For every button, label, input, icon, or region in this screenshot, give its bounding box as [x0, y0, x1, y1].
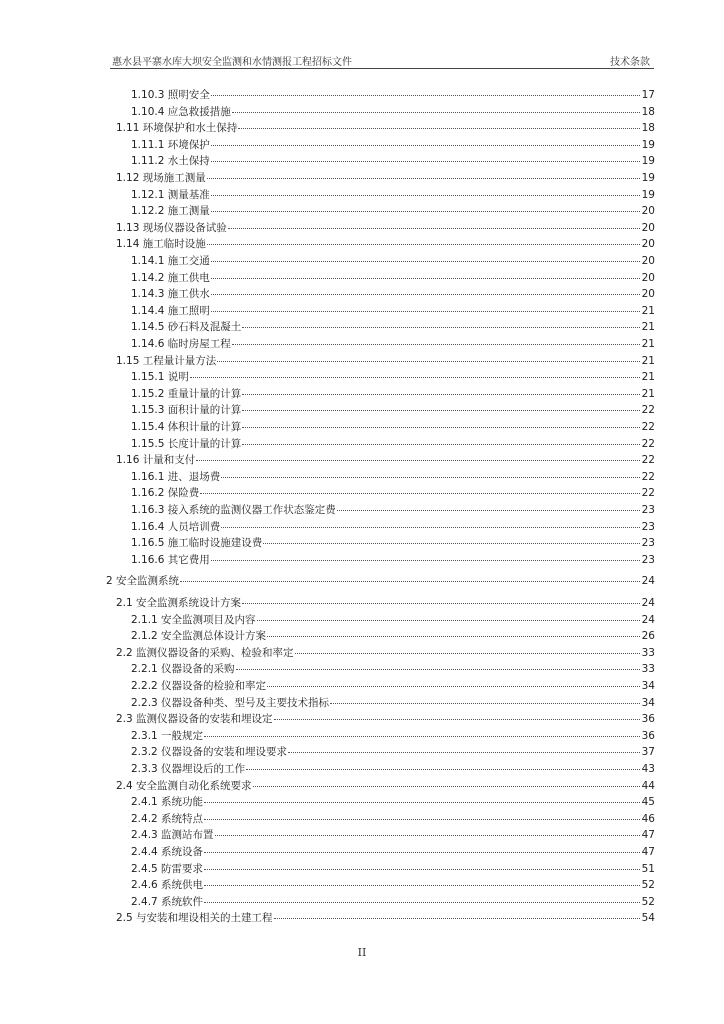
- toc-entry[interactable]: [131, 877, 655, 893]
- toc-entry[interactable]: [131, 436, 655, 452]
- toc-entry-page: 19: [641, 138, 655, 151]
- toc-entry-page: 23: [641, 553, 655, 566]
- toc-dot-leader: [196, 460, 640, 461]
- toc-entry[interactable]: [116, 645, 655, 661]
- toc-entry-page: 22: [641, 404, 655, 417]
- toc-entry-label: 2.1.1 安全监测项目及内容: [131, 613, 256, 626]
- toc-dot-leader: [232, 112, 640, 113]
- toc-entry-label: 2 安全监测系统: [106, 575, 180, 588]
- toc-entry-page: 34: [641, 680, 655, 692]
- toc-dot-leader: [204, 885, 640, 886]
- toc-entry-page: 18: [641, 105, 655, 118]
- toc-entry[interactable]: [131, 419, 655, 435]
- toc-dot-leader: [211, 294, 640, 295]
- toc-dot-leader: [200, 493, 640, 494]
- toc-entry-label: 2.4.1 系统功能: [131, 796, 204, 809]
- toc-dot-leader: [242, 394, 640, 395]
- toc-entry-label: 2.3.3 仪器埋设后的工作: [131, 763, 246, 775]
- toc-entry-label: 2.4 安全监测自动化系统要求: [116, 779, 252, 792]
- toc-entry-page: 26: [641, 630, 655, 643]
- toc-entry-label: 1.12.1 测量基准: [131, 188, 210, 201]
- toc-entry[interactable]: [131, 104, 655, 120]
- toc-entry[interactable]: [106, 573, 655, 589]
- toc-entry[interactable]: [131, 552, 655, 568]
- toc-dot-leader: [211, 195, 640, 196]
- header-title: 惠水县平寨水库大坝安全监测和水情测报工程招标文件: [112, 57, 352, 68]
- toc-entry-label: 1.15.3 面积计量的计算: [131, 404, 242, 417]
- toc-entry[interactable]: [131, 270, 655, 286]
- toc-entry[interactable]: [131, 695, 655, 711]
- toc-entry-page: 20: [641, 288, 655, 301]
- toc-entry-label: 1.10.3 照明安全: [131, 89, 210, 101]
- toc-entry[interactable]: [131, 744, 655, 760]
- toc-dot-leader: [263, 543, 640, 544]
- toc-entry-label: 2.5 与安装和埋设相关的土建工程: [116, 912, 273, 925]
- toc-entry-page: 20: [641, 221, 655, 234]
- toc-entry-label: 2.3 监测仪器设备的安装和埋设定: [116, 713, 273, 726]
- toc-entry-label: 2.3.1 一般规定: [131, 729, 204, 742]
- toc-entry-page: 21: [641, 338, 655, 350]
- toc-entry-label: 1.15.2 重量计量的计算: [131, 387, 242, 400]
- toc-dot-leader: [221, 527, 640, 528]
- toc-entry-page: 20: [641, 255, 655, 267]
- toc-entry-page: 22: [641, 421, 655, 433]
- toc-entry-page: 47: [641, 829, 655, 842]
- toc-entry[interactable]: [131, 485, 655, 501]
- toc-entry-page: 47: [641, 846, 655, 858]
- toc-entry[interactable]: [116, 711, 655, 727]
- toc-entry-label: 1.12 现场施工测量: [116, 172, 206, 184]
- toc-dot-leader: [221, 477, 640, 478]
- toc-entry-label: 1.11.2 水土保持: [131, 155, 210, 168]
- toc-dot-leader: [211, 278, 640, 279]
- toc-entry[interactable]: [116, 595, 655, 611]
- toc-dot-leader: [211, 211, 640, 212]
- toc-entry[interactable]: [116, 452, 655, 468]
- toc-dot-leader: [242, 327, 640, 328]
- toc-entry-page: 52: [641, 879, 655, 892]
- toc-entry-page: 51: [641, 862, 655, 875]
- toc-entry[interactable]: [131, 811, 655, 827]
- toc-dot-leader: [211, 261, 640, 262]
- toc-dot-leader: [204, 869, 640, 870]
- toc-entry[interactable]: [131, 469, 655, 485]
- toc-entry[interactable]: [131, 728, 655, 744]
- toc-entry[interactable]: [131, 87, 655, 103]
- toc-entry-label: 1.15.4 体积计量的计算: [131, 421, 242, 433]
- toc-entry[interactable]: [131, 286, 655, 302]
- toc-entry-label: 1.14.2 施工供电: [131, 271, 210, 284]
- toc-dot-leader: [236, 669, 640, 670]
- toc-dot-leader: [295, 653, 640, 654]
- toc-entry-page: 54: [641, 912, 655, 925]
- toc-dot-leader: [242, 410, 640, 411]
- toc-entry-page: 37: [641, 746, 655, 759]
- toc-dot-leader: [211, 161, 640, 162]
- toc-entry-page: 19: [641, 188, 655, 201]
- toc-entry-page: 23: [641, 520, 655, 533]
- toc-entry[interactable]: [116, 910, 655, 926]
- toc-entry-page: 44: [641, 779, 655, 792]
- toc-entry-page: 24: [641, 613, 655, 626]
- toc-entry-label: 1.15 工程量计量方法: [116, 354, 217, 367]
- toc-entry-label: 2.1.2 安全监测总体设计方案: [131, 630, 267, 643]
- toc-dot-leader: [242, 603, 640, 604]
- toc-entry-label: 1.16.3 接入系统的监测仪器工作状态鉴定费: [131, 504, 336, 516]
- toc-entry-page: 24: [641, 575, 655, 588]
- toc-entry-page: 36: [641, 729, 655, 742]
- toc-entry-page: 46: [641, 812, 655, 825]
- toc-entry-page: 24: [641, 597, 655, 609]
- toc-entry-label: 1.16.2 保险费: [131, 487, 200, 500]
- toc-dot-leader: [215, 835, 640, 836]
- toc-dot-leader: [238, 128, 640, 129]
- toc-entry-page: 23: [641, 537, 655, 550]
- toc-dot-leader: [207, 178, 640, 179]
- header-section: 技术条款: [610, 57, 650, 68]
- toc-entry-label: 1.10.4 应急救援措施: [131, 105, 231, 118]
- toc-entry-page: 21: [641, 371, 655, 384]
- toc-dot-leader: [190, 377, 640, 378]
- toc-entry-label: 1.16.5 施工临时设施建设费: [131, 537, 263, 550]
- toc-entry-label: 2.4.3 监测站布置: [131, 829, 214, 842]
- toc-entry[interactable]: [116, 220, 655, 236]
- toc-entry-label: 1.16 计量和支付: [116, 454, 196, 467]
- toc-entry-page: 33: [641, 663, 655, 676]
- toc-dot-leader: [228, 228, 640, 229]
- toc-dot-leader: [232, 344, 640, 345]
- toc-dot-leader: [211, 311, 640, 312]
- toc-dot-leader: [204, 819, 640, 820]
- toc-entry[interactable]: [131, 628, 655, 644]
- toc-entry[interactable]: [131, 386, 655, 402]
- toc-entry[interactable]: [131, 678, 655, 694]
- toc-entry-label: 1.16.4 人员培训费: [131, 520, 221, 533]
- toc-entry[interactable]: [131, 153, 655, 169]
- toc-dot-leader: [337, 510, 640, 511]
- toc-entry-page: 20: [641, 238, 655, 251]
- toc-dot-leader: [267, 636, 640, 637]
- toc-entry[interactable]: [116, 236, 655, 252]
- toc-dot-leader: [288, 752, 640, 753]
- toc-entry-page: 20: [641, 205, 655, 218]
- toc-entry-label: 1.12.2 施工测量: [131, 205, 210, 218]
- toc-dot-leader: [242, 444, 640, 445]
- toc-entry[interactable]: [131, 844, 655, 860]
- toc-entry-label: 1.14.6 临时房屋工程: [131, 338, 231, 350]
- page-number: II: [357, 946, 367, 959]
- toc-entry-label: 2.2.3 仪器设备种类、型号及主要技术指标: [131, 696, 330, 709]
- toc-entry[interactable]: [131, 761, 655, 777]
- toc-dot-leader: [204, 736, 640, 737]
- toc-entry-page: 36: [641, 713, 655, 726]
- toc-entry-page: 22: [641, 454, 655, 467]
- toc-entry-label: 2.4.2 系统特点: [131, 812, 204, 825]
- toc-entry-label: 1.16.6 其它费用: [131, 553, 210, 566]
- toc-entry-label: 1.14.3 施工供水: [131, 288, 210, 301]
- toc-entry-page: 20: [641, 271, 655, 284]
- toc-entry-page: 21: [641, 387, 655, 400]
- toc-entry-page: 18: [641, 122, 655, 135]
- toc-entry-page: 17: [641, 89, 655, 101]
- toc-entry[interactable]: [131, 336, 655, 352]
- toc-entry[interactable]: [131, 612, 655, 628]
- toc-entry-page: 21: [641, 304, 655, 317]
- toc-entry[interactable]: [116, 170, 655, 186]
- toc-entry[interactable]: [131, 861, 655, 877]
- toc-entry[interactable]: [131, 137, 655, 153]
- toc-entry-label: 1.11.1 环境保护: [131, 138, 210, 151]
- toc-dot-leader: [211, 145, 640, 146]
- toc-entry-label: 1.15.1 说明: [131, 371, 189, 384]
- toc-entry-label: 1.13 现场仪器设备试验: [116, 221, 227, 234]
- toc-entry[interactable]: [131, 502, 655, 518]
- toc-entry-label: 1.14 施工临时设施: [116, 238, 206, 251]
- toc-entry[interactable]: [131, 319, 655, 335]
- toc-entry-label: 2.2 监测仪器设备的采购、检验和率定: [116, 646, 294, 659]
- toc-dot-leader: [204, 802, 640, 803]
- toc-entry[interactable]: [131, 661, 655, 677]
- toc-entry-label: 2.4.5 防雷要求: [131, 862, 204, 875]
- toc-entry[interactable]: [131, 402, 655, 418]
- toc-entry[interactable]: [131, 253, 655, 269]
- toc-entry-label: 1.15.5 长度计量的计算: [131, 437, 242, 450]
- toc-dot-leader: [242, 427, 640, 428]
- toc-entry-page: 22: [641, 470, 655, 483]
- toc-entry-label: 1.16.1 进、退场费: [131, 470, 221, 483]
- toc-dot-leader: [211, 95, 640, 96]
- toc-dot-leader: [204, 852, 640, 853]
- toc-entry[interactable]: [131, 369, 655, 385]
- toc-entry[interactable]: [116, 778, 655, 794]
- toc-dot-leader: [257, 620, 640, 621]
- toc-entry-label: 2.2.1 仪器设备的采购: [131, 663, 235, 676]
- toc-entry[interactable]: [131, 535, 655, 551]
- toc-entry-page: 21: [641, 321, 655, 334]
- toc-dot-leader: [330, 703, 640, 704]
- toc-entry[interactable]: [131, 203, 655, 219]
- toc-entry-label: 2.2.2 仪器设备的检验和率定: [131, 680, 267, 692]
- toc-entry[interactable]: [116, 120, 655, 136]
- toc-entry[interactable]: [131, 303, 655, 319]
- toc-entry-page: 22: [641, 437, 655, 450]
- toc-entry[interactable]: [131, 794, 655, 810]
- toc-entry[interactable]: [131, 519, 655, 535]
- toc-entry-label: 2.4.7 系统软件: [131, 895, 204, 908]
- toc-entry-page: 19: [641, 155, 655, 168]
- toc-entry-label: 1.14.5 砂石料及混凝土: [131, 321, 242, 334]
- toc-dot-leader: [274, 918, 640, 919]
- toc-dot-leader: [217, 361, 640, 362]
- toc-dot-leader: [274, 719, 640, 720]
- toc-dot-leader: [211, 560, 640, 561]
- toc-dot-leader: [204, 902, 640, 903]
- toc-dot-leader: [207, 244, 640, 245]
- toc-entry[interactable]: [131, 187, 655, 203]
- toc-dot-leader: [267, 686, 640, 687]
- toc-dot-leader: [246, 769, 640, 770]
- toc-entry-label: 2.1 安全监测系统设计方案: [116, 597, 242, 609]
- toc-entry-page: 19: [641, 172, 655, 184]
- toc-entry[interactable]: [131, 827, 655, 843]
- toc-entry-page: 34: [641, 696, 655, 709]
- toc-entry-label: 2.4.4 系统设备: [131, 846, 204, 858]
- toc-entry[interactable]: [131, 894, 655, 910]
- toc-entry-page: 33: [641, 646, 655, 659]
- toc-entry-label: 2.4.6 系统供电: [131, 879, 204, 892]
- toc-dot-leader: [253, 786, 640, 787]
- toc-entry-label: 1.14.1 施工交通: [131, 255, 210, 267]
- toc-entry-label: 2.3.2 仪器设备的安装和埋设要求: [131, 746, 288, 759]
- page-header: [110, 51, 654, 69]
- toc-dot-leader: [180, 581, 640, 582]
- toc-entry[interactable]: [116, 353, 655, 369]
- toc-entry-page: 22: [641, 487, 655, 500]
- toc-entry-label: 1.11 环境保护和水土保持: [116, 122, 238, 135]
- toc-entry-page: 45: [641, 796, 655, 809]
- toc-entry-page: 43: [641, 763, 655, 775]
- toc-entry-page: 52: [641, 895, 655, 908]
- toc-entry-page: 21: [641, 354, 655, 367]
- toc-entry-label: 1.14.4 施工照明: [131, 304, 210, 317]
- toc-entry-page: 23: [641, 504, 655, 516]
